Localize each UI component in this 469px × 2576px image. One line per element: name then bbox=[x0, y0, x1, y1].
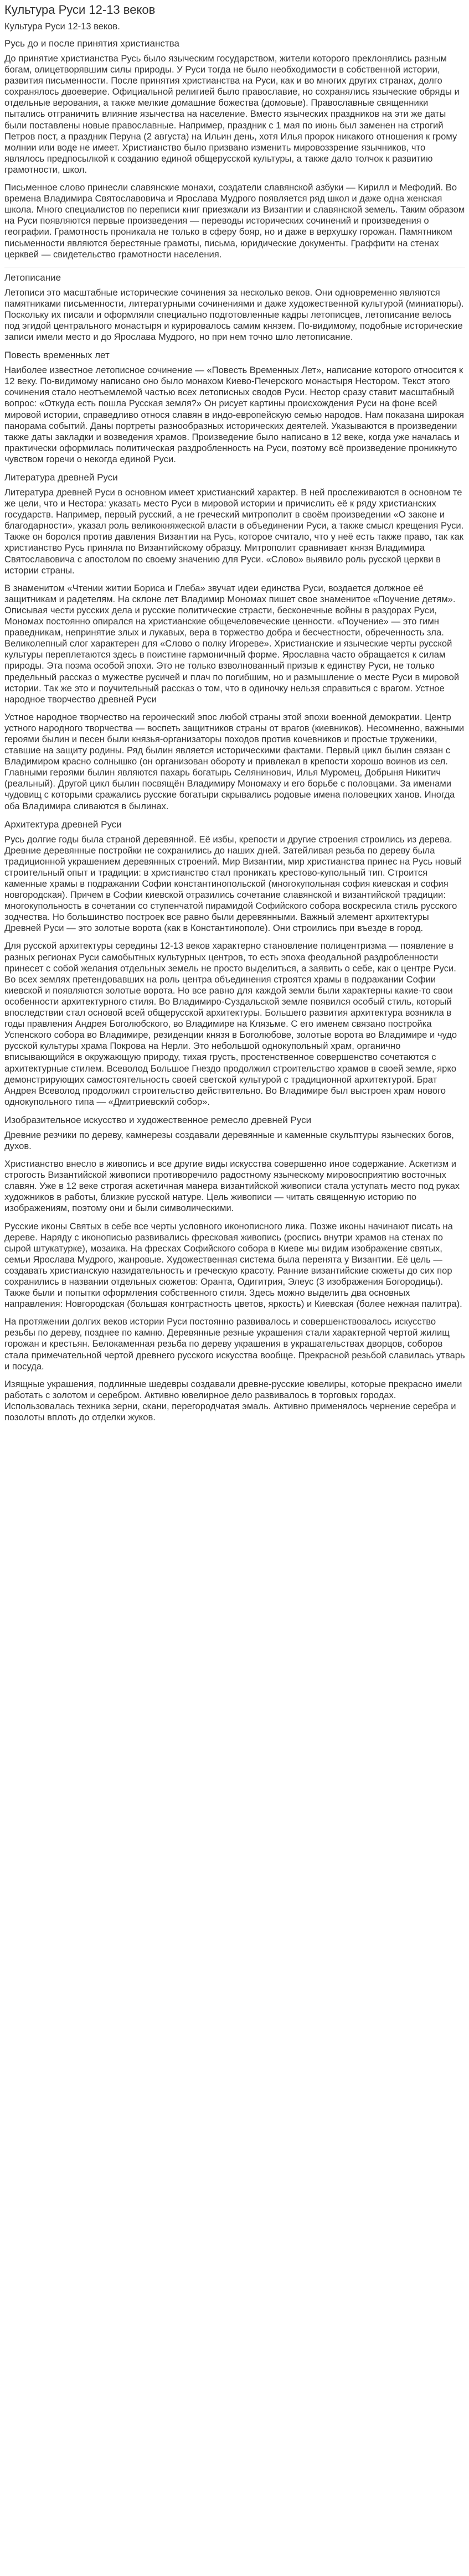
section-tale-of-bygone-years bbox=[4, 349, 465, 465]
paragraph: Древние резчики по дереву, камнерезы создавали деревянные и каменные скульптуры языческих богов, духов. bbox=[4, 1129, 454, 1151]
section-title: Изобразительное искусство и художественное ремесло древней Руси bbox=[4, 1114, 312, 1125]
paragraph: Летописи это масштабные исторические сочинения за несколько веков. Они одновременно являются памятниками письменности, литературными сочинениями и даже художественной культурой (миниатюры). Поскольку их писали и оформляли специально подготовленные кадры летописцев, летописание велось под эгидой центрального монастыря и курировалось самим князем. По-видимому, подобные исторические записи имели место и до Ярослава Мудрого, но при нем точно шло летописание. bbox=[4, 287, 464, 343]
paragraph: На протяжении долгих веков истории Руси постоянно развивалось и совершенствовалось искусство резьбы по дереву, позднее по камню. Деревянные резные украшения стали характерной чертой жилищ горожан и крестьян. Белокаменная резьба по дереву украшения в украшательствах дворцов, соборов стала примечательной чертой древнего русского искусства вообще. Прекрасной резьбой славилась утварь и посуда. bbox=[4, 1316, 465, 1372]
paragraph: Письменное слово принесли славянские монахи, создатели славянской азбуки — Кирилл и Мефодий. Во времена Владимира Святославовича и Ярослава Мудрого появляется ряд школ и даже одна женская школа. Много специалистов по переписи книг приезжали из Византии и славянской земель. Таким образом на Руси появляются первые произведения — переводы исторических сочинений и произведения о географии. Грамотность проникала не только в сферу бояр, но и даже в верхушку горожан. Памятником письменности являются берестяные грамоты, письма, юридические документы. Граффити на стенах церквей — свидетельство грамотности населения. bbox=[4, 182, 465, 260]
paragraph: Русь долгие годы была страной деревянной. Её избы, крепости и другие строения строились из дерева. Древние деревянные постройки не сохранились до наших дней. Затейливая резьба по дереву была традиционной украшением деревянных строений. Мир Византии, мир христианства принес на Русь новый строительный опыт и традиции: в христианство стал проникать крестово-купольный тип. Строится каменные храмы в подражании Софии константинопольской (многокупольная софия киевская и софия новгородская). Причем в Софии киевской отразились сочетание славянской и византийской традиции: многокупольность в сочетании со ступенчатой пирамидой Софийского собора воскресила стиль русского зодчества. Но большинство построек все равно были деревянными. Важный элемент архитектуры Древней Руси — это золотые ворота (как в Константинополе). Они строились при въезде в город. bbox=[4, 834, 462, 934]
section-architecture bbox=[4, 819, 465, 1108]
paragraph: Литература древней Руси в основном имеет христианский характер. В ней прослеживаются в основном те же цели, что и Нестора: указать место Руси в мировой истории и причислить её к ряду христианских государств. Например, первый русский, а не греческий митрополит в своём произведении «О законе и благодарности», указал роль великокняжеской власти в объединении Руси, а также смысл крещения Руси. Также он боролся против давления Византии на Русь, которое считало, что у неё есть также право, так как христианство Русь приняла по Византийскому образцу. Митрополит сравнивает князя Владимира Святославовича с апостолом по своему значению для Руси. «Слово» выявило роль русской церкви в истории страны. bbox=[4, 487, 464, 576]
section-literature bbox=[4, 472, 465, 812]
paragraph: До принятие христианства Русь было языческим государством, жители которого преклонялись разным богам, олицетворявшим силы природы. У Руси тогда не было необходимости в собственной истории, развития письменности. После принятия христианства на Руси, как и во многих других странах, долго сохранялось двоеверие. Официальной религией было православие, но сохранялись языческие обряды и отдельные верования, а также мелкие домашние божества (домовые). Православные священники пытались отграничить влияние язычества на население. Вместо языческих праздников на эти же даты были поставлены новые православные. Например, праздник с 1 мая по июнь был заменен на строгий Петров пост, а праздник Перуна (2 августа) на Ильин день, хотя Илья пророк никакого отношения к грому молнии или воде не имеет. Христианство было призвано изменить мировоззрение язычников, что являлось предпосылкой к созданию единой общерусской культуры, а также дало толчок к развитию грамотности, школ. bbox=[4, 53, 460, 175]
page-subtitle: Культура Руси 12-13 веков. bbox=[4, 22, 120, 32]
section-title: Повесть временных лет bbox=[4, 350, 110, 361]
paragraph: Русские иконы Святых в себе все черты условного иконописного лика. Позже иконы начинают писать на дереве. Наряду с иконописью развивались фресковая живопись (роспись внутри храмов на стенах по сырой штукатурке), мозаика. На фресках Софийского собора в Киеве мы видим изображение святых, семьи Ярослава Мудрого, жанровые. Художественная система была перенята у Византии. Её цель — создавать христианскую назидательность и греческую красоту. Ранние византийские сюжеты до сих пор сохранились в названии отдельных сюжетов: Оранта, Одигитрия, Элеус (3 изображения Богородицы). Также были и попытки оформления собственного стиля. Здесь можно выделить два основных направления: Новгородская (большая контрастность цветов, яркость) и Киевская (более нежная палитра). bbox=[4, 1220, 462, 1310]
paragraph: Христианство внесло в живопись и все другие виды искусства совершенно иное содержание. Аскетизм и строгость Византийской живописи противоречило радостному языческому мировосприятию восточных славян. Уже в 12 веке строгая аскетичная манера византийской живописи стала уступать место под руках художников в работы, близкие русской натуре. Цель живописи — читать священную историю по изображениям, поэтому они и были символическими. bbox=[4, 1158, 460, 1214]
section-fine-arts bbox=[4, 1114, 465, 1423]
paragraph: В знаменитом «Чтении житии Бориса и Глеба» звучат идеи единства Руси, воздается должное её защитникам и радетелям. На склоне лет Владимир Мономах пишет свое знаменитое «Поучение детям». Описывая чести русских дела и русские политические страсти, бесконечные войны в раздорах Руси, Мономах постоянно опирался на христианские общечеловеческие ценности. «Поучение» — это гимн праведникам, непринятие злых и лукавых, вера в торжество добра и бесчестности, обреченность зла. Великолепный слог характерен для «Слово о полку Игореве». Христианские и языческие черты русской культуры переплетаются здесь в поистине гармоничный форме. Ярославна часто обращается к силам природы. Эта поэма особой эпохи. Это не только взволнованный призыв к единству Руси, не только предельный рассказ о мужестве русичей и плач по погибшим, но и размышление о месте Руси в мировой истории. Так же это и поучительный рассказ о том, что в одиночку нельзя справиться с врагом. Устное народное творчество древней Руси bbox=[4, 582, 460, 705]
section-title: Архитектура древней Руси bbox=[4, 819, 122, 830]
section-title: Русь до и после принятия христианства bbox=[4, 38, 179, 49]
paragraph: Для русской архитектуры середины 12-13 веков характерно становление полицентризма — появление в разных регионах Руси самобытных культурных центров, то есть эпоха феодальной раздробленности принесет с собой желания отдельных земель не просто выделиться, а заявить о себе, как о центре Руси. Во всех землях претендовавших на роль центра объединения строятся храмы в подражании Софии киевской и появляются золотые ворота. Но все равно для каждой земли были характерны какие-то свои особенности архитектурного стиля. Во Владимиро-Суздальской земле появился особый стиль, который впоследствии стал основой всей общерусской архитектуры. Большего развития архитектура возникла в годы правления Андрея Боголюбского, во Владимире на Клязьме. С его именем связано постройка Успенского собора во Владимире, резиденции князя в Боголюбове, золотые ворота во Владимире и чудо русской культуры храма Покрова на Нерли. Это небольшой однокупольный храм, органично вписывающийся в окружающую природу, тихая грусть, простенственное совершенство сочетаются с архитектурные стилем. Всеволод Большое Гнездо продолжил строительство храмов в своей земле, ярко демонстрирующих самостоятельность своей светской культурой с традиционной архитектурой. Брат Андрея Всеволод продолжил строительство действительно. Во Владимире был выстроен храм нового однокупольного типа — «Дмитриевский собор». bbox=[4, 940, 457, 1107]
section-title: Летописание bbox=[4, 272, 61, 283]
section-rus-before-after bbox=[4, 38, 465, 260]
paragraph: Изящные украшения, подлинные шедевры создавали древне-русские ювелиры, которые прекрасно имели работать с золотом и серебром. Активно ювелирное дело развивалось в торговых городах. Использовалась техника зерни, скани, перегородчатая эмаль. Активно применялось чернение серебра и позолоты вплоть до отделки жуков. bbox=[4, 1378, 462, 1423]
paragraph: Устное народное творчество на героический эпос любой страны этой эпохи военной демократии. Центр устного народного творчества — воспеть защитников страны от врагов (киевников). Несомненно, важными героями былин и песен были князья-организаторы походов против кочевников и простые труженики, ставшие на защиту родины. Ряд былин является историческими фактами. Первый цикл былин связан с Владимиром красно солнышко (он организован обороту и привлекал в крепости хорошо воинов из сел. Главными героями былин являются пахарь богатырь Селянинович, Илья Муромец, Добрыня Никитич (реальный). Другой цикл былин посвящён Владимиру Мономаху и его борьбе с половцами. За именами чудовищ с которыми сражались русские богатыри скрывались родовые имена половецких ханов. Иногда оба Владимира сливаются в былинах. bbox=[4, 711, 465, 811]
page-title: Культура Руси 12-13 веков bbox=[4, 3, 156, 17]
section-chronicles bbox=[4, 272, 465, 343]
paragraph: Наиболее известное летописное сочинение — «Повесть Временных Лет», написание которого относится к 12 веку. По-видимому написано оно было монахом Киево-Печерского монастыря Нестором. Текст этого сочинения стало неотъемлемой частью всех летописных сводов Руси. Нестор сразу ставит масштабный вопрос: «Откуда есть пошла Русская земля?» Он рисует картины происхождения Руси на фоне всей мировой истории, справедливо относя славян в индо-европейскую семью народов. Нам показана широкая панорама событий. Даны портреты разнообразных исторических деятелей. Указываются в произведении также даты закладки и возведения храмов. Произведение было написано в 12 веке, когда уже началась и практически оформилась политическая раздробленность на Руси, поэтому всё произведение проникнуто чувством горечи о некогда единой Руси. bbox=[4, 365, 465, 464]
section-title: Литература древней Руси bbox=[4, 472, 118, 483]
